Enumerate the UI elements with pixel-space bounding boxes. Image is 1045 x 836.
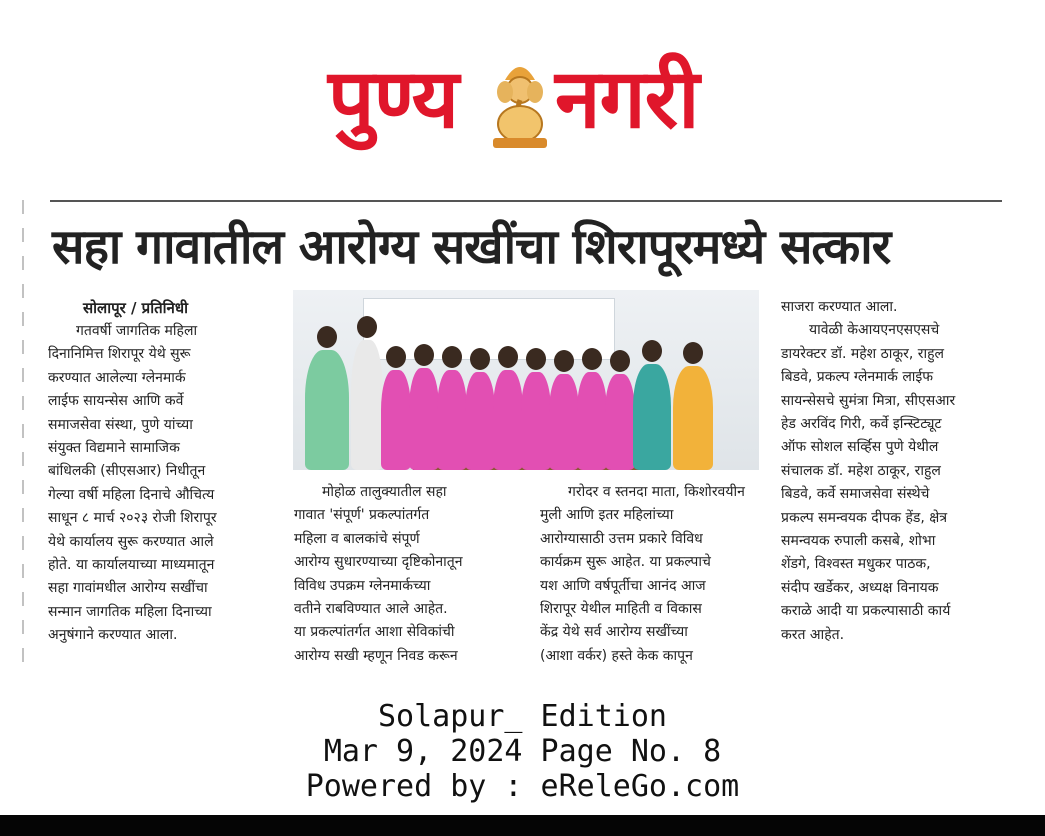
article-text-line: मुली आणि इतर महिलांच्या bbox=[540, 507, 674, 524]
article-text-line: गतवर्षी जागतिक महिला bbox=[76, 323, 198, 339]
article-text-line: (आशा वर्कर) हस्ते केक कापून bbox=[540, 647, 693, 664]
article-text-line: होते. या कार्यालयाच्या माध्यमातून bbox=[48, 557, 215, 574]
article-text-line: बांधिलकी (सीएसआर) निधीतून bbox=[48, 463, 206, 480]
article-text-line: गरोदर व स्तनदा माता, किशोरवयीन bbox=[568, 484, 745, 500]
article-text-line: आरोग्य सखी म्हणून निवड करून bbox=[294, 647, 458, 664]
masthead-left-word: पुण्य bbox=[328, 52, 459, 147]
article-text-line: मोहोळ तालुक्यातील सहा bbox=[322, 484, 447, 500]
header-rule bbox=[50, 200, 1002, 202]
edition-label: Solapur_ Edition bbox=[378, 699, 667, 734]
photo-person bbox=[381, 370, 411, 470]
photo-person bbox=[305, 350, 349, 470]
photo-person-head bbox=[582, 348, 602, 370]
photo-person-head bbox=[317, 326, 337, 348]
article-text-line: साधून ८ मार्च २०२३ रोजी शिरापूर bbox=[48, 510, 217, 527]
article-text-line: महिला व बालकांचे संपूर्ण bbox=[294, 530, 420, 547]
article-text-line: डायरेक्टर डॉ. महेश ठाकूर, राहुल bbox=[781, 345, 945, 362]
article-text-line: शिरापूर येथील माहिती व विकास bbox=[540, 601, 702, 618]
article-text-line: गावात 'संपूर्ण' प्रकल्पांतर्गत bbox=[294, 507, 430, 524]
article-text-line: प्रकल्प समन्वयक दीपक हेंड, क्षेत्र bbox=[781, 509, 948, 526]
photo-person bbox=[465, 372, 495, 470]
article-text-line: करण्यात आलेल्या ग्लेनमार्क bbox=[48, 369, 186, 386]
masthead bbox=[0, 40, 1045, 170]
article-text-line: ऑफ सोशल सर्व्हिस पुणे येथील bbox=[781, 439, 939, 456]
article-text-line: विविध उपक्रम ग्लेनमार्कच्या bbox=[294, 577, 431, 594]
photo-person-head bbox=[442, 346, 462, 368]
photo-person bbox=[351, 340, 383, 470]
photo-person-head bbox=[498, 346, 518, 368]
article-text-line: संदीप खर्डेकर, अध्यक्ष विनायक bbox=[781, 579, 939, 596]
article-text-line: लाईफ सायन्सेस आणि कर्वे bbox=[48, 393, 184, 410]
article-text-line: सायन्सेसचे सुमंत्रा मित्रा, सीएसआर bbox=[781, 392, 956, 409]
photo-person bbox=[521, 372, 551, 470]
article-text-line: साजरा करण्यात आला. bbox=[781, 299, 898, 315]
photo-person-head bbox=[642, 340, 662, 362]
article-text-line: केंद्र येथे सर्व आरोग्य सखींच्या bbox=[540, 624, 688, 641]
ganesha-logo-icon bbox=[487, 52, 553, 152]
article-text-line: येथे कार्यालय सुरू करण्यात आले bbox=[48, 533, 214, 550]
bottom-bar bbox=[0, 815, 1045, 836]
article-headline: सहा गावातील आरोग्य सखींचा शिरापूरमध्ये सत्कार bbox=[52, 219, 891, 275]
article-column-4 bbox=[781, 296, 1007, 647]
edition-date-page: Mar 9, 2024 Page No. 8 bbox=[323, 734, 722, 769]
article-text-line: आरोग्यासाठी उत्तम प्रकारे विविध bbox=[540, 530, 703, 547]
article-text-line: सहा गावांमधील आरोग्य सखींचा bbox=[48, 580, 208, 597]
article-text-line: करत आहेत. bbox=[781, 626, 845, 643]
photo-person-head bbox=[554, 350, 574, 372]
article-text-line: यावेळी केआयएनएसएसचे bbox=[809, 322, 940, 339]
page-edge-marks bbox=[22, 200, 24, 670]
article-text-line: यश आणि वर्षपूर्तीचा आनंद आज bbox=[540, 577, 706, 594]
article-text-line: या प्रकल्पांतर्गत आशा सेविकांची bbox=[294, 624, 455, 641]
article-text-line: हेड अरविंद गिरी, कर्वे इन्स्टिट्यूट bbox=[781, 416, 942, 433]
article-text-line: समाजसेवा संस्था, पुणे यांच्या bbox=[48, 416, 193, 433]
article-text-line: दिनानिमित्त शिरापूर येथे सुरू bbox=[48, 346, 191, 363]
article-text-line: अनुषंगाने करण्यात आला. bbox=[48, 627, 178, 644]
photo-person bbox=[549, 374, 579, 470]
article-text-line: शेंडगे, विश्वस्त मधुकर पाठक, bbox=[781, 556, 931, 573]
photo-person-head bbox=[470, 348, 490, 370]
article-photo bbox=[293, 290, 759, 470]
photo-person-head bbox=[386, 346, 406, 368]
article-text-line: संयुक्त विद्यमाने सामाजिक bbox=[48, 440, 180, 457]
photo-person-head bbox=[683, 342, 703, 364]
photo-person-head bbox=[526, 348, 546, 370]
photo-person bbox=[437, 370, 467, 470]
article-text-line: बिडवे, प्रकल्प ग्लेनमार्क लाईफ bbox=[781, 369, 934, 386]
article-text-line: कार्यक्रम सुरू आहेत. या प्रकल्पाचे bbox=[540, 554, 711, 571]
photo-person bbox=[493, 370, 523, 470]
powered-by-label: Powered by : eReleGo.com bbox=[305, 769, 740, 804]
photo-person bbox=[673, 366, 713, 470]
photo-person-head bbox=[610, 350, 630, 372]
masthead-right-word: नगरी bbox=[555, 52, 699, 147]
photo-person bbox=[633, 364, 671, 470]
article-text-line: संचालक डॉ. महेश ठाकूर, राहुल bbox=[781, 462, 941, 479]
article-column-2 bbox=[294, 481, 522, 668]
article-text-line: समन्वयक रुपाली कसबे, शोभा bbox=[781, 533, 936, 550]
photo-person bbox=[605, 374, 635, 470]
article-text-line: गेल्या वर्षी महिला दिनाचे औचित्य bbox=[48, 486, 215, 503]
article-text-line: आरोग्य सुधारण्याच्या दृष्टिकोनातून bbox=[294, 554, 463, 571]
article-column-3 bbox=[540, 481, 766, 668]
article-column-1 bbox=[48, 296, 272, 648]
column-1-text bbox=[48, 320, 272, 648]
photo-person bbox=[577, 372, 607, 470]
photo-person-head bbox=[357, 316, 377, 338]
article-text-line: वतीने राबविण्यात आले आहेत. bbox=[294, 601, 448, 618]
article-text-line: कराळे आदी या प्रकल्पासाठी कार्य bbox=[781, 603, 951, 620]
article-text-line: सन्मान जागतिक महिला दिनाच्या bbox=[48, 603, 212, 620]
photo-person bbox=[409, 368, 439, 470]
article-byline: सोलापूर / प्रतिनिधी bbox=[83, 299, 188, 317]
photo-person-head bbox=[414, 344, 434, 366]
article-text-line: बिडवे, कर्वे समाजसेवा संस्थेचे bbox=[781, 486, 930, 503]
